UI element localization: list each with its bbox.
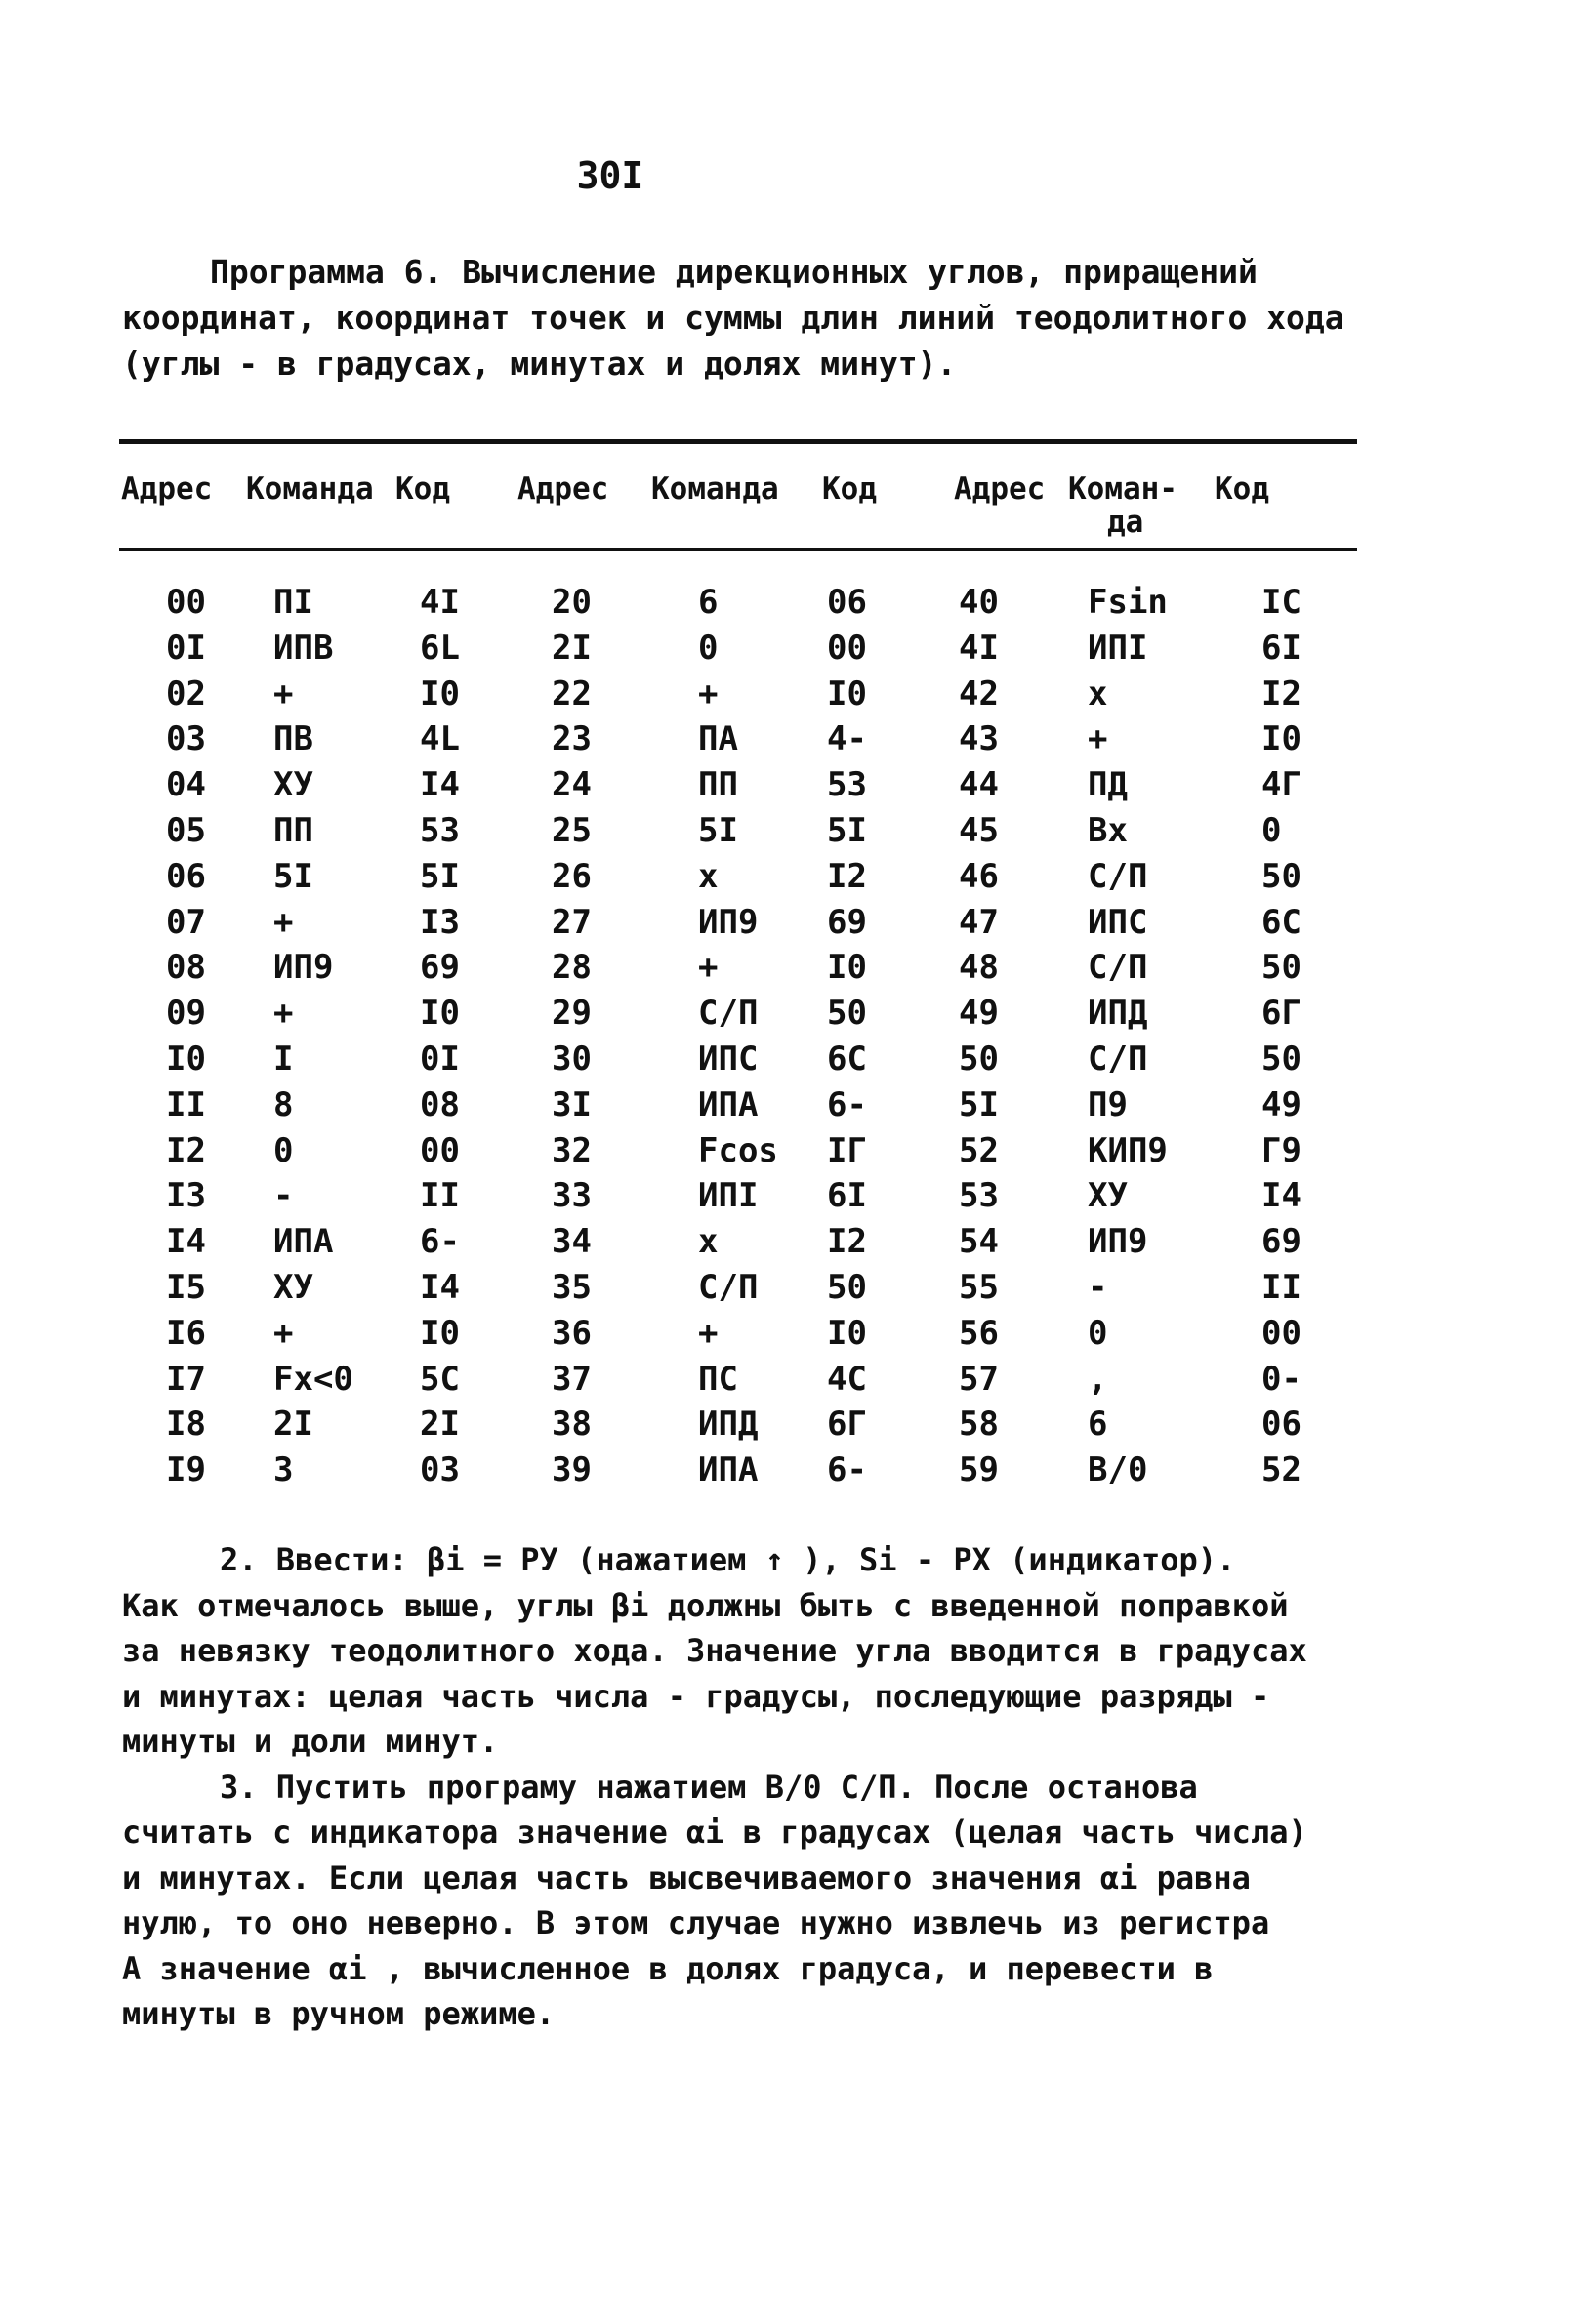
code-cell: I0: [827, 1313, 867, 1353]
command-cell: ПП: [273, 811, 313, 850]
address-cell: I3: [166, 1176, 206, 1216]
code-cell: I0: [420, 673, 460, 714]
address-cell: 57: [959, 1359, 999, 1399]
table-row: [119, 1314, 1357, 1359]
code-cell: 03: [420, 1450, 460, 1490]
command-cell: ИПВ: [273, 628, 334, 668]
command-cell: +: [273, 673, 294, 714]
header-command-2: Команда: [651, 471, 779, 507]
command-cell: ИПА: [698, 1450, 759, 1490]
address-cell: I9: [166, 1450, 206, 1490]
address-cell: 40: [959, 583, 999, 622]
code-cell: I2: [827, 1222, 867, 1262]
command-cell: +: [273, 1313, 294, 1353]
address-cell: 30: [552, 1040, 592, 1079]
command-cell: +: [698, 673, 719, 714]
table-row: [119, 1040, 1357, 1084]
table-body: [119, 551, 1357, 1490]
address-cell: 43: [959, 719, 999, 759]
code-cell: 6C: [827, 1040, 867, 1079]
address-cell: 0I: [166, 628, 206, 668]
table-row: [119, 948, 1357, 993]
command-cell: 5I: [273, 856, 313, 896]
address-cell: 2I: [552, 628, 592, 668]
address-cell: 59: [959, 1450, 999, 1490]
table-row: [119, 765, 1357, 810]
command-cell: ПС: [698, 1359, 738, 1399]
code-cell: 50: [827, 1268, 867, 1307]
code-cell: I2: [827, 856, 867, 896]
command-cell: С/П: [698, 994, 759, 1034]
address-cell: 46: [959, 856, 999, 896]
program-table: [119, 439, 1357, 1490]
address-cell: 58: [959, 1405, 999, 1445]
address-cell: 26: [552, 856, 592, 896]
table-row: [119, 1222, 1357, 1267]
code-cell: I4: [420, 765, 460, 805]
command-cell: ИПС: [698, 1040, 759, 1079]
code-cell: 6-: [827, 1084, 867, 1124]
command-cell: x: [698, 856, 719, 896]
address-cell: I6: [166, 1313, 206, 1353]
instruction-line: за невязку теодолитного хода. Значение угла вводится в градусах: [122, 1632, 1307, 1669]
code-cell: I0: [420, 994, 460, 1034]
code-cell: II: [1261, 1268, 1301, 1307]
code-cell: I3: [420, 902, 460, 942]
code-cell: 00: [420, 1130, 460, 1170]
command-cell: Вх: [1088, 811, 1128, 850]
table-row: [119, 811, 1357, 856]
command-cell: ИПС: [1088, 902, 1148, 942]
header-command-3-cont: да: [1107, 505, 1144, 540]
command-cell: XУ: [273, 1268, 313, 1307]
code-cell: I0: [1261, 719, 1301, 759]
address-cell: 32: [552, 1130, 592, 1170]
code-cell: I4: [420, 1268, 460, 1307]
address-cell: I0: [166, 1040, 206, 1079]
code-cell: IC: [1261, 583, 1301, 622]
address-cell: 47: [959, 902, 999, 942]
code-cell: 6I: [827, 1176, 867, 1216]
code-cell: 50: [1261, 1040, 1301, 1079]
command-cell: ,: [1088, 1359, 1108, 1399]
address-cell: I7: [166, 1359, 206, 1399]
table-row: [119, 1176, 1357, 1221]
code-cell: 53: [420, 811, 460, 850]
code-cell: 4C: [827, 1359, 867, 1399]
instructions: [122, 1537, 1352, 2037]
address-cell: 48: [959, 948, 999, 988]
header-code-2: Код: [822, 471, 877, 507]
address-cell: 24: [552, 765, 592, 805]
table-row: [119, 1085, 1357, 1130]
table-row: [119, 1405, 1357, 1449]
table-row: [119, 857, 1357, 902]
address-cell: 53: [959, 1176, 999, 1216]
address-cell: 44: [959, 765, 999, 805]
address-cell: I8: [166, 1405, 206, 1445]
code-cell: 69: [827, 902, 867, 942]
header-address-2: Адрес: [517, 471, 609, 507]
address-cell: 4I: [959, 628, 999, 668]
code-cell: 52: [1261, 1450, 1301, 1490]
command-cell: ПП: [698, 765, 738, 805]
header-address-1: Адрес: [121, 471, 213, 507]
instruction-line: нулю, то оно неверно. В этом случае нужно извлечь из регистра: [122, 1904, 1270, 1941]
code-cell: 0: [1261, 811, 1282, 850]
code-cell: 6Г: [827, 1405, 867, 1445]
address-cell: 36: [552, 1313, 592, 1353]
address-cell: 20: [552, 583, 592, 622]
address-cell: 29: [552, 994, 592, 1034]
table-row: [119, 1360, 1357, 1405]
instruction-line: 2. Ввести: βi = РУ (нажатием ↑ ), Si - РХ (индикатор).: [220, 1541, 1236, 1578]
code-cell: 0I: [420, 1040, 460, 1079]
header-command-1: Команда: [246, 471, 374, 507]
header-address-3: Адрес: [954, 471, 1046, 507]
address-cell: 28: [552, 948, 592, 988]
code-cell: 2I: [420, 1405, 460, 1445]
address-cell: 23: [552, 719, 592, 759]
code-cell: 69: [420, 948, 460, 988]
command-cell: XУ: [273, 765, 313, 805]
code-cell: 4Г: [1261, 765, 1301, 805]
code-cell: Г9: [1261, 1130, 1301, 1170]
address-cell: 50: [959, 1040, 999, 1079]
address-cell: 54: [959, 1222, 999, 1262]
table-row: [119, 583, 1357, 628]
code-cell: 6C: [1261, 902, 1301, 942]
address-cell: 06: [166, 856, 206, 896]
instruction-line: Как отмечалось выше, углы βi должны быть с введенной поправкой: [122, 1586, 1289, 1624]
command-cell: 0: [1088, 1313, 1108, 1353]
command-cell: ПА: [698, 719, 738, 759]
code-cell: 06: [1261, 1405, 1301, 1445]
address-cell: 25: [552, 811, 592, 850]
command-cell: +: [698, 948, 719, 988]
command-cell: x: [1088, 673, 1108, 714]
command-cell: ИПА: [273, 1222, 334, 1262]
command-cell: I: [273, 1040, 294, 1079]
code-cell: II: [420, 1176, 460, 1216]
instruction-line: минуты и доли минут.: [122, 1723, 499, 1760]
command-cell: x: [698, 1222, 719, 1262]
command-cell: 5I: [698, 811, 738, 850]
command-cell: +: [1088, 719, 1108, 759]
instruction-line: А значение αi , вычисленное в долях градуса, и перевести в: [122, 1949, 1214, 1987]
code-cell: 08: [420, 1084, 460, 1124]
header-code-3: Код: [1215, 471, 1269, 507]
address-cell: 22: [552, 673, 592, 714]
command-cell: Fx<0: [273, 1359, 353, 1399]
instruction-line: минуты в ручном режиме.: [122, 1995, 556, 2032]
address-cell: 49: [959, 994, 999, 1034]
command-cell: ИПI: [698, 1176, 759, 1216]
code-cell: 00: [827, 628, 867, 668]
instruction-line: 3. Пустить програму нажатием В/0 С/П. После останова: [220, 1768, 1198, 1806]
address-cell: 07: [166, 902, 206, 942]
command-cell: ИПД: [698, 1405, 759, 1445]
address-cell: 33: [552, 1176, 592, 1216]
command-cell: ИПД: [1088, 994, 1148, 1034]
code-cell: 49: [1261, 1084, 1301, 1124]
command-cell: 6: [698, 583, 719, 622]
header-command-3: Коман-: [1068, 471, 1177, 507]
command-cell: П9: [1088, 1084, 1128, 1124]
address-cell: II: [166, 1084, 206, 1124]
command-cell: С/П: [1088, 856, 1148, 896]
table-row: [119, 1450, 1357, 1495]
table-row: [119, 903, 1357, 948]
code-cell: 6-: [827, 1450, 867, 1490]
command-cell: ИПI: [1088, 628, 1148, 668]
code-cell: I0: [827, 948, 867, 988]
code-cell: 50: [1261, 948, 1301, 988]
code-cell: 50: [1261, 856, 1301, 896]
command-cell: ПВ: [273, 719, 313, 759]
address-cell: 37: [552, 1359, 592, 1399]
command-cell: ИП9: [273, 948, 334, 988]
instruction-line: и минутах. Если целая часть высвечиваемого значения αi равна: [122, 1858, 1251, 1896]
address-cell: 55: [959, 1268, 999, 1307]
title-line-1: Программа 6. Вычисление дирекционных углов, приращений: [210, 253, 1258, 291]
address-cell: 3I: [552, 1084, 592, 1124]
command-cell: ИП9: [698, 902, 759, 942]
address-cell: 56: [959, 1313, 999, 1353]
command-cell: ПI: [273, 583, 313, 622]
code-cell: 5I: [827, 811, 867, 850]
address-cell: 05: [166, 811, 206, 850]
table-row: [119, 994, 1357, 1039]
command-cell: +: [273, 902, 294, 942]
address-cell: 00: [166, 583, 206, 622]
code-cell: 5C: [420, 1359, 460, 1399]
command-cell: Fcos: [698, 1130, 778, 1170]
code-cell: 6Г: [1261, 994, 1301, 1034]
code-cell: IГ: [827, 1130, 867, 1170]
address-cell: 27: [552, 902, 592, 942]
instruction-line: и минутах: целая часть числа - градусы, последующие разряды -: [122, 1677, 1270, 1715]
address-cell: I4: [166, 1222, 206, 1262]
command-cell: ИПА: [698, 1084, 759, 1124]
table-row: [119, 1131, 1357, 1176]
command-cell: С/П: [698, 1268, 759, 1307]
command-cell: 3: [273, 1450, 294, 1490]
code-cell: 5I: [420, 856, 460, 896]
address-cell: I2: [166, 1130, 206, 1170]
page-number: 30I: [576, 154, 644, 197]
code-cell: 50: [827, 994, 867, 1034]
code-cell: 4I: [420, 583, 460, 622]
address-cell: 52: [959, 1130, 999, 1170]
header-code-1: Код: [395, 471, 450, 507]
code-cell: 4-: [827, 719, 867, 759]
code-cell: I2: [1261, 673, 1301, 714]
code-cell: 4L: [420, 719, 460, 759]
command-cell: +: [698, 1313, 719, 1353]
command-cell: С/П: [1088, 1040, 1148, 1079]
command-cell: ИП9: [1088, 1222, 1148, 1262]
table-row: [119, 629, 1357, 673]
instruction-line: считать с индикатора значение αi в градусах (целая часть числа): [122, 1814, 1307, 1851]
address-cell: 02: [166, 673, 206, 714]
command-cell: 0: [273, 1130, 294, 1170]
command-cell: +: [273, 994, 294, 1034]
command-cell: -: [1088, 1268, 1108, 1307]
command-cell: Fsin: [1088, 583, 1168, 622]
code-cell: 6-: [420, 1222, 460, 1262]
table-row: [119, 719, 1357, 764]
command-cell: В/0: [1088, 1450, 1148, 1490]
table-header: [119, 444, 1357, 542]
code-cell: 06: [827, 583, 867, 622]
address-cell: 38: [552, 1405, 592, 1445]
command-cell: С/П: [1088, 948, 1148, 988]
address-cell: 5I: [959, 1084, 999, 1124]
command-cell: ПД: [1088, 765, 1128, 805]
address-cell: 39: [552, 1450, 592, 1490]
address-cell: 45: [959, 811, 999, 850]
code-cell: 0-: [1261, 1359, 1301, 1399]
program-title: [122, 249, 1352, 387]
address-cell: 08: [166, 948, 206, 988]
address-cell: 42: [959, 673, 999, 714]
table-row: [119, 1268, 1357, 1313]
code-cell: 69: [1261, 1222, 1301, 1262]
command-cell: 0: [698, 628, 719, 668]
title-line-3: (углы - в градусах, минутах и долях минут).: [122, 345, 957, 383]
command-cell: 8: [273, 1084, 294, 1124]
command-cell: 2I: [273, 1405, 313, 1445]
command-cell: -: [273, 1176, 294, 1216]
table-row: [119, 674, 1357, 719]
address-cell: 04: [166, 765, 206, 805]
title-line-2: координат, координат точек и суммы длин линий теодолитного хода: [122, 299, 1344, 337]
code-cell: 6I: [1261, 628, 1301, 668]
code-cell: 6L: [420, 628, 460, 668]
code-cell: I0: [827, 673, 867, 714]
code-cell: I0: [420, 1313, 460, 1353]
code-cell: I4: [1261, 1176, 1301, 1216]
address-cell: 09: [166, 994, 206, 1034]
address-cell: 35: [552, 1268, 592, 1307]
code-cell: 00: [1261, 1313, 1301, 1353]
command-cell: XУ: [1088, 1176, 1128, 1216]
command-cell: 6: [1088, 1405, 1108, 1445]
address-cell: I5: [166, 1268, 206, 1307]
address-cell: 34: [552, 1222, 592, 1262]
command-cell: КИП9: [1088, 1130, 1168, 1170]
address-cell: 03: [166, 719, 206, 759]
code-cell: 53: [827, 765, 867, 805]
